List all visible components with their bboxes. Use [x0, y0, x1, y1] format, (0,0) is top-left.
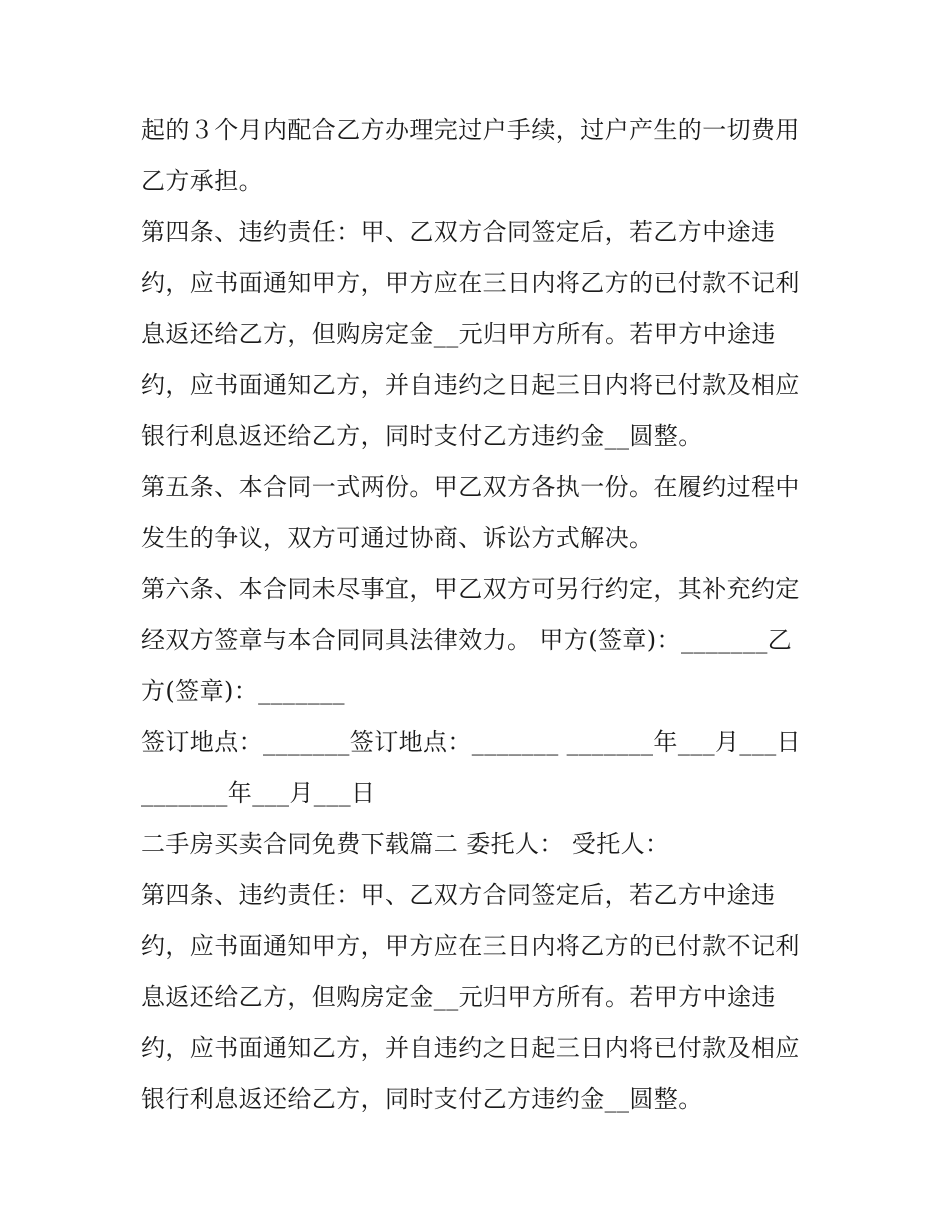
text-line: 息返还给乙方，但购房定金__元归甲方所有。若甲方中途违 — [141, 320, 776, 348]
document-body — [141, 105, 821, 1125]
text-line: 约，应书面通知甲方，甲方应在三日内将乙方的已付款不记利 — [141, 269, 800, 297]
signing-date-line: _______年___月___日 — [141, 779, 376, 807]
text-line: 约，应书面通知甲方，甲方应在三日内将乙方的已付款不记利 — [141, 932, 800, 960]
signing-place-line: 签订地点：_______签订地点：_______ _______年___月___日 — [141, 728, 802, 756]
text-line: 起的３个月内配合乙方办理完过户手续，过户产生的一切费用 — [141, 116, 800, 144]
signature-line: 经双方签章与本合同同具法律效力。 甲方(签章)：_______乙 — [141, 626, 793, 654]
text-line: 发生的争议，双方可通过协商、诉讼方式解决。 — [141, 524, 654, 552]
clause-4-line: 第四条、违约责任：甲、乙双方合同签定后，若乙方中途违 — [141, 218, 776, 246]
text-line: 约，应书面通知乙方，并自违约之日起三日内将已付款及相应 — [141, 1034, 800, 1062]
clause-5-line: 第五条、本合同一式两份。甲乙双方各执一份。在履约过程中 — [141, 473, 800, 501]
text-line: 约，应书面通知乙方，并自违约之日起三日内将已付款及相应 — [141, 371, 800, 399]
text-line: 息返还给乙方，但购房定金__元归甲方所有。若甲方中途违 — [141, 983, 776, 1011]
text-line: 银行利息返还给乙方，同时支付乙方违约金__圆整。 — [141, 1085, 703, 1113]
text-line: 乙方承担。 — [141, 167, 263, 195]
clause-6-line: 第六条、本合同未尽事宜，甲乙双方可另行约定，其补充约定 — [141, 575, 800, 603]
text-line: 银行利息返还给乙方，同时支付乙方违约金__圆整。 — [141, 422, 703, 450]
signature-line: 方(签章)：_______ — [141, 677, 345, 705]
clause-4-line: 第四条、违约责任：甲、乙双方合同签定后，若乙方中途违 — [141, 881, 776, 909]
section-heading: 二手房买卖合同免费下载篇二 委托人： 受托人： — [141, 830, 670, 858]
